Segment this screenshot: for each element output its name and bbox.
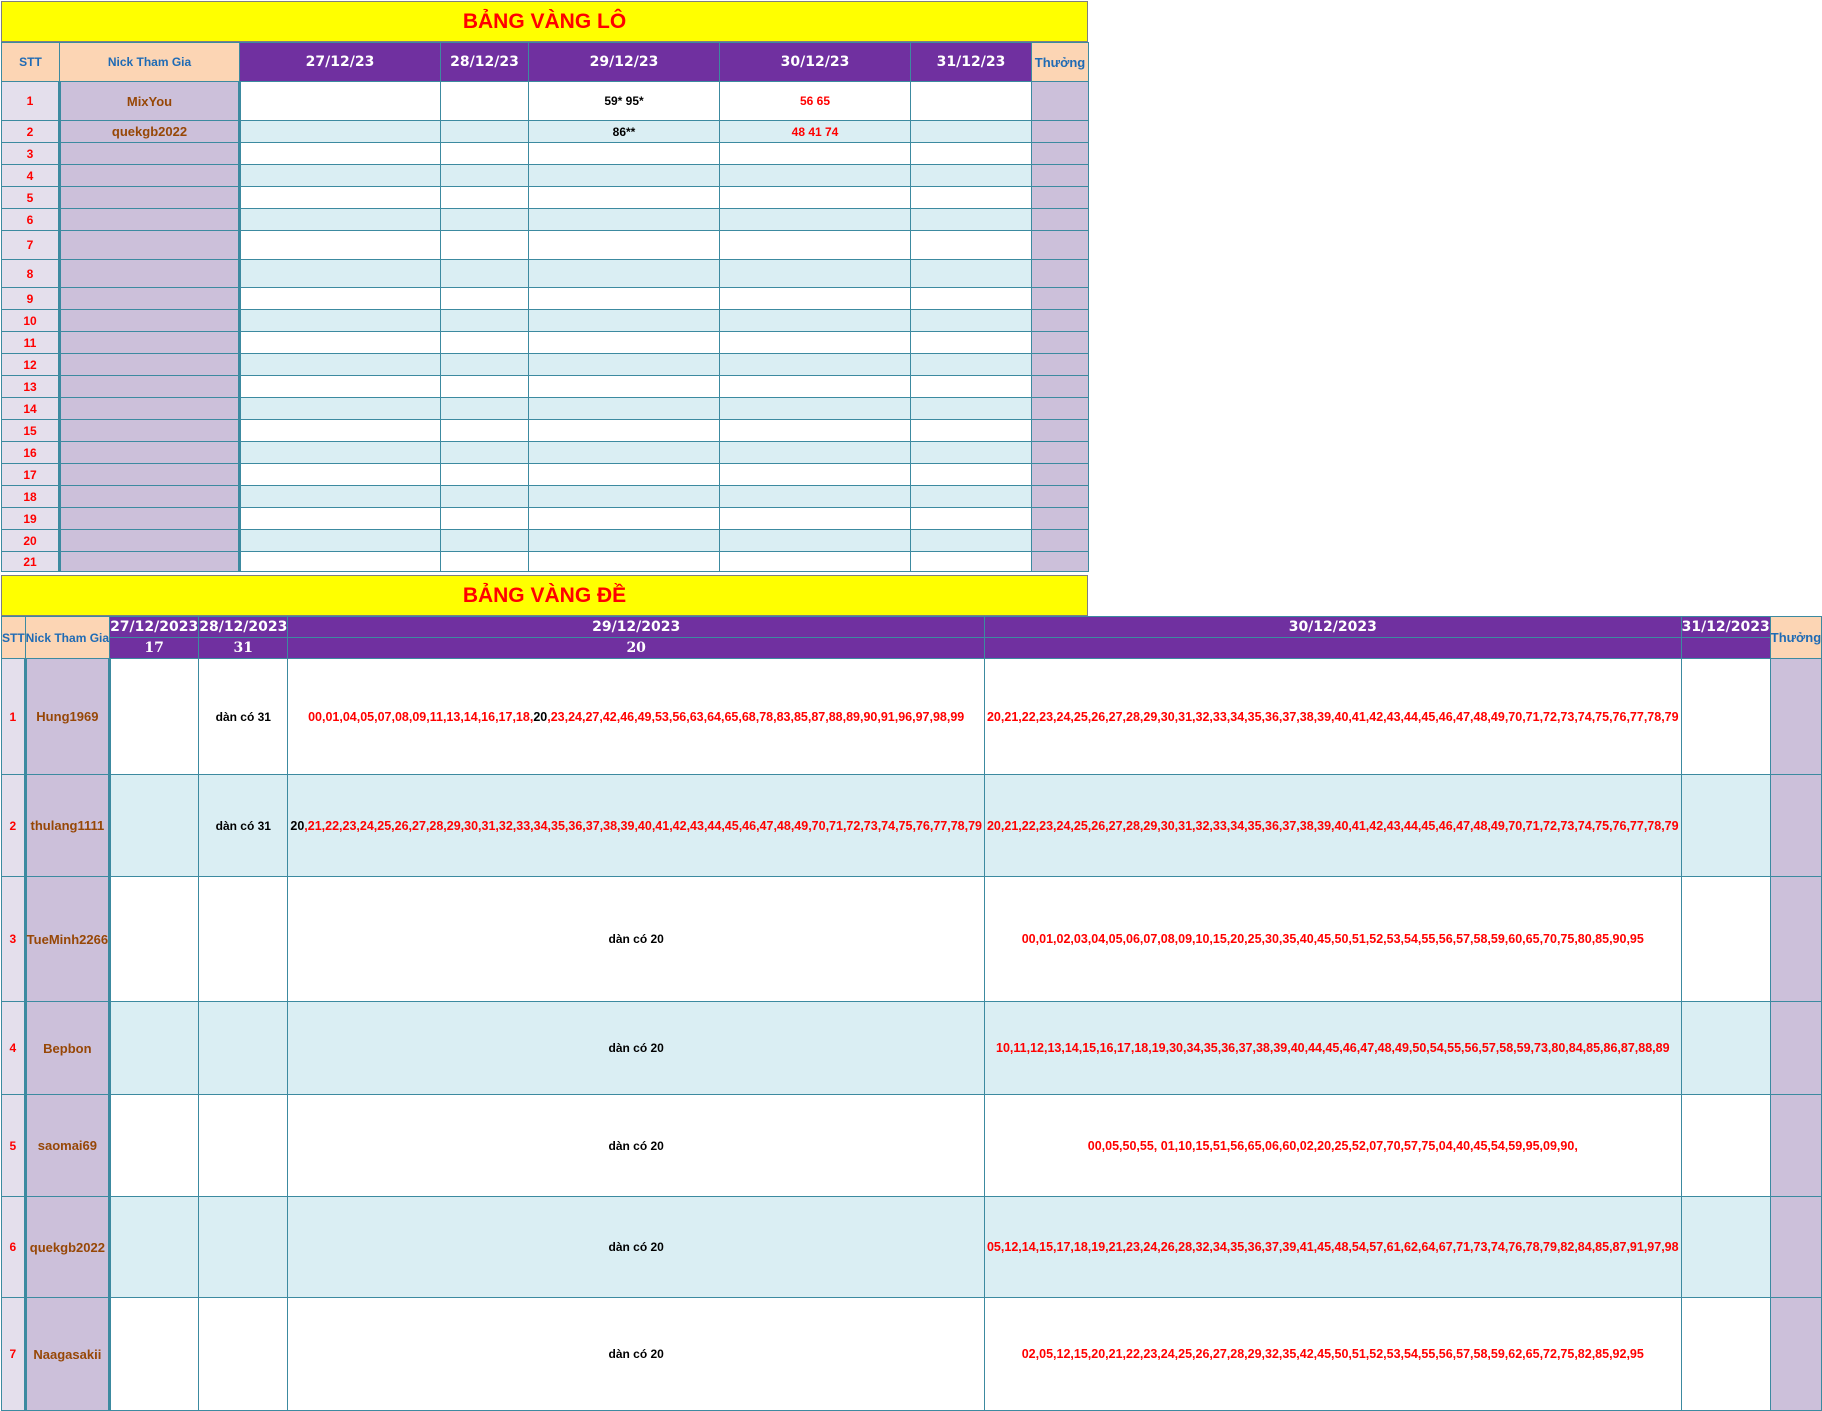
- lo-table: [1, 42, 1089, 572]
- cell-date-4: 00,01,02,03,04,05,06,07,08,09,10,15,20,25,30,35,40,45,50,51,52,53,54,55,56,57,58,59,60,65,70,75,80,85,90,95: [984, 877, 1681, 1002]
- cell-date-2: [441, 486, 529, 508]
- row-thuong: [1032, 442, 1089, 464]
- cell-date-1: [110, 877, 199, 1002]
- cell-date-5: [1681, 1095, 1770, 1197]
- cell-date-1: [110, 775, 199, 877]
- row-stt: 6: [2, 209, 60, 231]
- cell-date-4: [720, 209, 911, 231]
- cell-date-4: [720, 260, 911, 288]
- table-row: [2, 260, 1089, 288]
- cell-date-3: [529, 530, 720, 552]
- row-nick: [60, 552, 240, 572]
- table-row: [2, 231, 1089, 260]
- row-thuong: [1032, 165, 1089, 187]
- cell-date-2: [441, 464, 529, 486]
- table-row: [2, 288, 1089, 310]
- header-date-1: 27/12/2023: [110, 617, 199, 638]
- cell-date-5: [911, 486, 1032, 508]
- row-nick: [60, 332, 240, 354]
- row-nick: [60, 486, 240, 508]
- table-row: [2, 143, 1089, 165]
- cell-date-2: [441, 82, 529, 121]
- row-stt: 4: [2, 165, 60, 187]
- cell-date-2: [441, 354, 529, 376]
- row-stt: 18: [2, 486, 60, 508]
- row-thuong: [1032, 332, 1089, 354]
- cell-date-5: [911, 260, 1032, 288]
- row-nick: [60, 376, 240, 398]
- row-stt: 6: [2, 1197, 26, 1298]
- cell-date-1: [240, 398, 441, 420]
- row-stt: 19: [2, 508, 60, 530]
- table-row: [2, 530, 1089, 552]
- cell-date-4: [720, 486, 911, 508]
- cell-date-1: [240, 552, 441, 572]
- de-table: [1, 616, 1822, 1411]
- cell-date-2: [199, 1002, 288, 1095]
- table-row: [2, 508, 1089, 530]
- cell-date-5: [911, 143, 1032, 165]
- row-nick: [60, 464, 240, 486]
- row-stt: 16: [2, 442, 60, 464]
- row-nick: Hung1969: [25, 659, 109, 775]
- row-nick: [60, 354, 240, 376]
- cell-date-3: [288, 775, 985, 877]
- cell-date-2: [199, 877, 288, 1002]
- cell-date-5: [911, 354, 1032, 376]
- cell-date-4: [720, 354, 911, 376]
- cell-date-3: [529, 288, 720, 310]
- cell-date-1: [110, 1298, 199, 1411]
- cell-date-2: [441, 530, 529, 552]
- cell-date-3: [529, 332, 720, 354]
- cell-date-1: [110, 1197, 199, 1298]
- row-thuong: [1032, 376, 1089, 398]
- cell-date-4: [720, 420, 911, 442]
- cell-date-5: [911, 398, 1032, 420]
- cell-date-4: 20,21,22,23,24,25,26,27,28,29,30,31,32,33,34,35,36,37,38,39,40,41,42,43,44,45,46,47,48,49,70,71,72,73,74,75,76,77,78,79: [984, 659, 1681, 775]
- cell-date-4: 00,05,50,55, 01,10,15,51,56,65,06,60,02,20,25,52,07,70,57,75,04,40,45,54,59,95,09,90,: [984, 1095, 1681, 1197]
- cell-date-1: [240, 354, 441, 376]
- result-1: 17: [110, 638, 199, 659]
- row-nick: [60, 231, 240, 260]
- row-stt: 9: [2, 288, 60, 310]
- cell-date-1: [240, 121, 441, 143]
- row-stt: 3: [2, 143, 60, 165]
- numbers-before-hit: 00,01,04,05,07,08,09,11,13,14,16,17,18,: [308, 709, 534, 724]
- cell-date-3: 86**: [529, 121, 720, 143]
- row-nick: [60, 260, 240, 288]
- row-nick: [60, 288, 240, 310]
- row-thuong: [1032, 398, 1089, 420]
- cell-date-2: dàn có 31: [199, 775, 288, 877]
- cell-date-2: [199, 1298, 288, 1411]
- cell-date-1: [240, 82, 441, 121]
- header-stt: STT: [2, 617, 26, 659]
- numbers-after-hit: ,21,22,23,24,25,26,27,28,29,30,31,32,33,34,35,36,37,38,39,40,41,42,43,44,45,46,47,48,49,70,71,72,73,74,75,76,77,78,79: [304, 818, 982, 833]
- cell-date-3: dàn có 20: [288, 1197, 985, 1298]
- cell-date-3: dàn có 20: [288, 1095, 985, 1197]
- cell-date-5: [911, 464, 1032, 486]
- row-stt: 12: [2, 354, 60, 376]
- lo-header-row: [2, 43, 1089, 82]
- cell-date-1: [240, 288, 441, 310]
- hit-number: 20: [533, 709, 548, 724]
- cell-date-2: dàn có 31: [199, 659, 288, 775]
- cell-date-4: [720, 165, 911, 187]
- cell-date-2: [441, 121, 529, 143]
- cell-date-3: [529, 310, 720, 332]
- row-nick: [60, 508, 240, 530]
- cell-date-5: [911, 442, 1032, 464]
- cell-date-3: [529, 260, 720, 288]
- header-date-5: 31/12/23: [911, 43, 1032, 82]
- row-nick: [60, 209, 240, 231]
- table-row: [2, 442, 1089, 464]
- row-thuong: [1032, 310, 1089, 332]
- numbers-after-hit: ,23,24,27,42,46,49,53,56,63,64,65,68,78,83,85,87,88,89,90,91,96,97,98,99: [547, 709, 965, 724]
- cell-date-2: [441, 552, 529, 572]
- header-date-4: 30/12/23: [720, 43, 911, 82]
- row-stt: 5: [2, 187, 60, 209]
- row-thuong: [1032, 260, 1089, 288]
- cell-date-4: 02,05,12,15,20,21,22,23,24,25,26,27,28,29,32,35,42,45,50,51,52,53,54,55,56,57,58,59,62,65,72,75,82,85,92,95: [984, 1298, 1681, 1411]
- cell-date-1: [240, 231, 441, 260]
- header-nick: Nick Tham Gia: [60, 43, 240, 82]
- row-stt: 2: [2, 775, 26, 877]
- cell-date-3: [529, 165, 720, 187]
- cell-date-2: [441, 187, 529, 209]
- row-stt: 2: [2, 121, 60, 143]
- cell-date-4: [720, 332, 911, 354]
- cell-date-5: [911, 231, 1032, 260]
- row-thuong: [1032, 288, 1089, 310]
- cell-date-5: [911, 332, 1032, 354]
- table-row: [2, 187, 1089, 209]
- cell-date-2: [441, 420, 529, 442]
- table-row: [2, 376, 1089, 398]
- cell-date-3: [529, 231, 720, 260]
- cell-date-1: [240, 508, 441, 530]
- row-stt: 1: [2, 659, 26, 775]
- cell-date-5: [911, 508, 1032, 530]
- row-thuong: [1032, 420, 1089, 442]
- cell-date-5: [1681, 659, 1770, 775]
- row-thuong: [1032, 464, 1089, 486]
- cell-date-3: [529, 143, 720, 165]
- row-stt: 21: [2, 552, 60, 572]
- cell-date-3: [529, 486, 720, 508]
- cell-date-2: [441, 332, 529, 354]
- table-row: [2, 332, 1089, 354]
- row-thuong: [1032, 82, 1089, 121]
- cell-date-5: [1681, 1197, 1770, 1298]
- row-thuong: [1032, 508, 1089, 530]
- row-thuong: [1032, 354, 1089, 376]
- cell-date-4: 56 65: [720, 82, 911, 121]
- cell-date-1: [240, 310, 441, 332]
- table-row: [2, 165, 1089, 187]
- cell-date-5: [911, 420, 1032, 442]
- cell-date-3: [529, 376, 720, 398]
- row-thuong: [1770, 1002, 1821, 1095]
- header-date-3: 29/12/2023: [288, 617, 985, 638]
- lo-table-title: BẢNG VÀNG LÔ: [1, 1, 1088, 42]
- cell-date-2: [441, 442, 529, 464]
- row-nick: [60, 187, 240, 209]
- table-row: [2, 354, 1089, 376]
- row-thuong: [1032, 209, 1089, 231]
- row-stt: 3: [2, 877, 26, 1002]
- cell-date-3: [529, 187, 720, 209]
- cell-date-3: [529, 354, 720, 376]
- row-thuong: [1770, 1197, 1821, 1298]
- row-nick: Naagasakii: [25, 1298, 109, 1411]
- cell-date-1: [240, 376, 441, 398]
- cell-date-4: 20,21,22,23,24,25,26,27,28,29,30,31,32,33,34,35,36,37,38,39,40,41,42,43,44,45,46,47,48,49,70,71,72,73,74,75,76,77,78,79: [984, 775, 1681, 877]
- table-row: [2, 82, 1089, 121]
- cell-date-2: [441, 288, 529, 310]
- cell-date-1: [240, 165, 441, 187]
- result-5: [1681, 638, 1770, 659]
- cell-date-1: [240, 442, 441, 464]
- cell-date-1: [240, 332, 441, 354]
- cell-date-2: [441, 310, 529, 332]
- cell-date-3: [529, 508, 720, 530]
- cell-date-1: [240, 143, 441, 165]
- cell-date-3: [529, 420, 720, 442]
- cell-date-4: 05,12,14,15,17,18,19,21,23,24,26,28,32,34,35,36,37,39,41,45,48,54,57,61,62,64,67,71,73,74,76,78,79,82,84,85,87,91,97,98: [984, 1197, 1681, 1298]
- row-stt: 11: [2, 332, 60, 354]
- cell-date-1: [240, 464, 441, 486]
- row-stt: 4: [2, 1002, 26, 1095]
- header-stt: STT: [2, 43, 60, 82]
- table-row: [2, 1197, 1822, 1298]
- de-header-row: [2, 617, 1822, 638]
- row-thuong: [1032, 187, 1089, 209]
- row-nick: Bepbon: [25, 1002, 109, 1095]
- cell-date-4: [720, 508, 911, 530]
- cell-date-1: [240, 530, 441, 552]
- header-date-2: 28/12/2023: [199, 617, 288, 638]
- cell-date-2: [199, 1095, 288, 1197]
- row-thuong: [1032, 486, 1089, 508]
- cell-date-3: [529, 442, 720, 464]
- cell-date-4: [720, 376, 911, 398]
- row-nick: [60, 420, 240, 442]
- cell-date-2: [441, 376, 529, 398]
- row-nick: TueMinh2266: [25, 877, 109, 1002]
- cell-date-2: [441, 231, 529, 260]
- cell-date-3: [529, 464, 720, 486]
- cell-date-1: [240, 420, 441, 442]
- row-thuong: [1032, 121, 1089, 143]
- cell-date-5: [911, 121, 1032, 143]
- cell-date-4: 48 41 74: [720, 121, 911, 143]
- header-date-2: 28/12/23: [441, 43, 529, 82]
- cell-date-3: dàn có 20: [288, 877, 985, 1002]
- result-2: 31: [199, 638, 288, 659]
- cell-date-4: [720, 288, 911, 310]
- table-row: [2, 486, 1089, 508]
- table-row: [2, 398, 1089, 420]
- row-thuong: [1770, 775, 1821, 877]
- cell-date-5: [911, 288, 1032, 310]
- cell-date-2: [199, 1197, 288, 1298]
- hit-number: 20: [290, 818, 305, 833]
- cell-date-5: [911, 376, 1032, 398]
- row-thuong: [1032, 231, 1089, 260]
- row-nick: [60, 165, 240, 187]
- cell-date-5: [911, 552, 1032, 572]
- de-result-row: [2, 638, 1822, 659]
- table-row: [2, 775, 1822, 877]
- cell-date-5: [1681, 775, 1770, 877]
- cell-date-4: [720, 552, 911, 572]
- table-row: [2, 121, 1089, 143]
- cell-date-2: [441, 260, 529, 288]
- table-row: [2, 464, 1089, 486]
- row-stt: 8: [2, 260, 60, 288]
- cell-date-3: [529, 398, 720, 420]
- cell-date-4: [720, 310, 911, 332]
- header-date-4: 30/12/2023: [984, 617, 1681, 638]
- cell-date-4: [720, 442, 911, 464]
- table-row: [2, 1095, 1822, 1197]
- row-stt: 15: [2, 420, 60, 442]
- cell-date-3: dàn có 20: [288, 1298, 985, 1411]
- cell-date-4: [720, 464, 911, 486]
- row-nick: [60, 143, 240, 165]
- cell-date-3: [529, 209, 720, 231]
- row-nick: [60, 310, 240, 332]
- row-stt: 13: [2, 376, 60, 398]
- header-date-3: 29/12/23: [529, 43, 720, 82]
- row-stt: 7: [2, 231, 60, 260]
- cell-date-5: [911, 165, 1032, 187]
- cell-date-3: [288, 659, 985, 775]
- de-table-title: BẢNG VÀNG ĐỀ: [1, 575, 1088, 616]
- row-nick: quekgb2022: [25, 1197, 109, 1298]
- row-nick: saomai69: [25, 1095, 109, 1197]
- table-row: [2, 552, 1089, 572]
- cell-date-2: [441, 143, 529, 165]
- row-thuong: [1770, 877, 1821, 1002]
- header-thuong: Thưởng: [1032, 43, 1089, 82]
- cell-date-5: [1681, 1298, 1770, 1411]
- row-stt: 5: [2, 1095, 26, 1197]
- cell-date-2: [441, 398, 529, 420]
- cell-date-5: [911, 82, 1032, 121]
- cell-date-2: [441, 165, 529, 187]
- row-nick: [60, 530, 240, 552]
- row-thuong: [1770, 659, 1821, 775]
- cell-date-1: [240, 187, 441, 209]
- row-stt: 1: [2, 82, 60, 121]
- row-nick: quekgb2022: [60, 121, 240, 143]
- table-row: [2, 310, 1089, 332]
- cell-date-4: [720, 231, 911, 260]
- table-row: [2, 1002, 1822, 1095]
- row-nick: [60, 398, 240, 420]
- row-thuong: [1770, 1298, 1821, 1411]
- header-nick: Nick Tham Gia: [25, 617, 109, 659]
- row-stt: 7: [2, 1298, 26, 1411]
- cell-date-2: [441, 209, 529, 231]
- cell-date-1: [240, 486, 441, 508]
- header-date-5: 31/12/2023: [1681, 617, 1770, 638]
- row-stt: 20: [2, 530, 60, 552]
- row-stt: 17: [2, 464, 60, 486]
- cell-date-4: [720, 398, 911, 420]
- row-nick: MixYou: [60, 82, 240, 121]
- cell-date-1: [240, 209, 441, 231]
- table-row: [2, 209, 1089, 231]
- cell-date-5: [1681, 1002, 1770, 1095]
- cell-date-1: [110, 1095, 199, 1197]
- table-row: [2, 877, 1822, 1002]
- cell-date-1: [240, 260, 441, 288]
- table-row: [2, 1298, 1822, 1411]
- cell-date-4: [720, 143, 911, 165]
- cell-date-3: dàn có 20: [288, 1002, 985, 1095]
- row-thuong: [1032, 143, 1089, 165]
- table-row: [2, 420, 1089, 442]
- row-thuong: [1032, 530, 1089, 552]
- cell-date-5: [911, 310, 1032, 332]
- header-date-1: 27/12/23: [240, 43, 441, 82]
- row-nick: [60, 442, 240, 464]
- row-stt: 10: [2, 310, 60, 332]
- cell-date-1: [110, 1002, 199, 1095]
- cell-date-5: [911, 209, 1032, 231]
- cell-date-2: [441, 508, 529, 530]
- table-row: [2, 659, 1822, 775]
- cell-date-1: [110, 659, 199, 775]
- result-3: 20: [288, 638, 985, 659]
- cell-date-3: 59* 95*: [529, 82, 720, 121]
- cell-date-5: [911, 530, 1032, 552]
- cell-date-4: [720, 187, 911, 209]
- cell-date-4: [720, 530, 911, 552]
- row-nick: thulang1111: [25, 775, 109, 877]
- row-thuong: [1032, 552, 1089, 572]
- cell-date-4: 10,11,12,13,14,15,16,17,18,19,30,34,35,36,37,38,39,40,44,45,46,47,48,49,50,54,55,56,57,58,59,73,80,84,85,86,87,88,89: [984, 1002, 1681, 1095]
- row-thuong: [1770, 1095, 1821, 1197]
- cell-date-3: [529, 552, 720, 572]
- cell-date-5: [911, 187, 1032, 209]
- cell-date-5: [1681, 877, 1770, 1002]
- header-thuong: Thưởng: [1770, 617, 1821, 659]
- result-4: [984, 638, 1681, 659]
- row-stt: 14: [2, 398, 60, 420]
